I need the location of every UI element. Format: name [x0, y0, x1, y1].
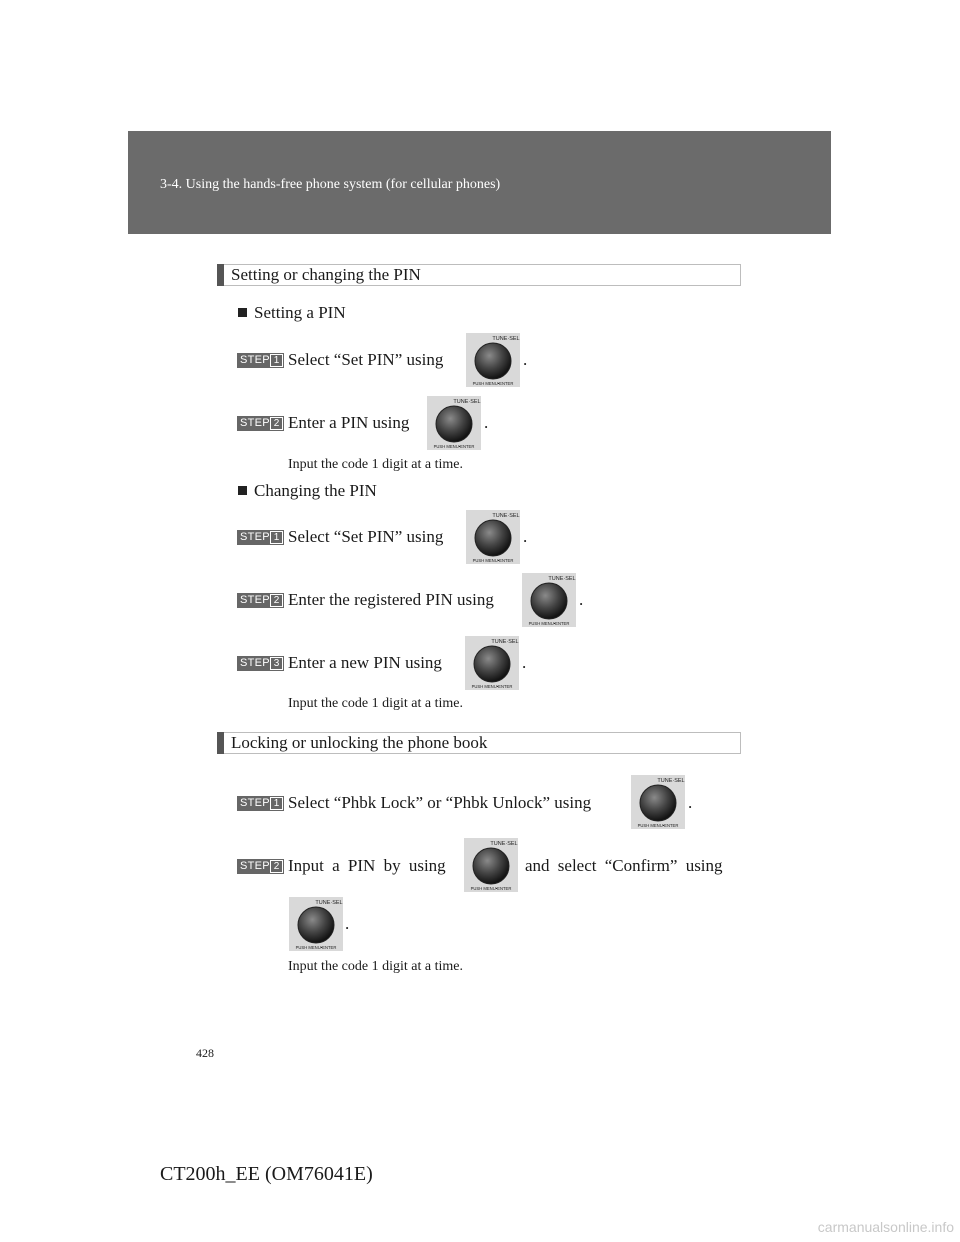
step-badge: STEP 1 [237, 530, 284, 545]
step-row: STEP 2 Input a PIN by using TUNE·SEL PUSH MENU•ENTER and select “Confirm” using [237, 838, 742, 894]
bullet-square-icon [238, 308, 247, 317]
subsection-setting-pin [238, 303, 346, 323]
svg-text:TUNE·SEL: TUNE·SEL [453, 399, 481, 405]
bullet-square-icon [238, 486, 247, 495]
step-row: STEP 2 Enter a PIN using TUNE·SEL PUSH MENU•ENTER . [237, 396, 537, 452]
step-text: Enter the registered PIN using [288, 590, 494, 609]
step-row-continued: TUNE·SEL PUSH MENU•ENTER . [237, 897, 357, 953]
step-badge: STEP 2 [237, 593, 284, 608]
svg-text:TUNE·SEL: TUNE·SEL [548, 576, 576, 582]
step-text: Enter a PIN using [288, 413, 410, 432]
step-row: STEP 1 Select “Set PIN” using TUNE·SEL PUSH MENU•ENTER . [237, 333, 537, 389]
svg-text:TUNE·SEL: TUNE·SEL [492, 336, 520, 342]
step-badge: STEP 3 [237, 656, 284, 671]
step-row: STEP 3 Enter a new PIN using TUNE·SEL PUSH MENU•ENTER . [237, 636, 537, 692]
note-text: Input the code 1 digit at a time. [288, 696, 463, 711]
svg-text:PUSH MENU•ENTER: PUSH MENU•ENTER [295, 945, 337, 950]
note-text: Input the code 1 digit at a time. [288, 959, 463, 974]
chapter-header [128, 131, 831, 234]
step-text: Input a PIN by using [288, 856, 446, 875]
svg-text:PUSH MENU•ENTER: PUSH MENU•ENTER [433, 444, 475, 449]
step-row: STEP 1 Select “Set PIN” using TUNE·SEL PUSH MENU•ENTER . [237, 510, 537, 566]
step-badge: STEP 2 [237, 859, 284, 874]
section-heading-pin [217, 264, 741, 286]
tune-sel-knob-icon [464, 838, 518, 892]
svg-text:TUNE·SEL: TUNE·SEL [490, 841, 518, 847]
note-text: Input the code 1 digit at a time. [288, 457, 463, 472]
section-title: Setting or changing the PIN [231, 265, 421, 284]
subsection-title: Changing the PIN [254, 481, 377, 500]
step-text: Select “Phbk Lock” or “Phbk Unlock” using [288, 793, 592, 812]
step-text: Select “Set PIN” using [288, 527, 444, 546]
step-row: STEP 2 Enter the registered PIN using TUNE·SEL PUSH MENU•ENTER . [237, 573, 597, 629]
section-marker [217, 264, 224, 286]
svg-text:PUSH MENU•ENTER: PUSH MENU•ENTER [472, 558, 514, 563]
svg-text:TUNE·SEL: TUNE·SEL [492, 513, 520, 519]
step-text: Enter a new PIN using [288, 653, 442, 672]
subsection-changing-pin [238, 481, 377, 501]
section-heading-phonebook [217, 732, 741, 754]
step-text: Select “Set PIN” using [288, 350, 444, 369]
svg-text:PUSH MENU•ENTER: PUSH MENU•ENTER [528, 621, 570, 626]
tune-sel-knob-icon [466, 333, 520, 387]
subsection-title: Setting a PIN [254, 303, 346, 322]
document-code: CT200h_EE (OM76041E) [160, 1163, 373, 1185]
tune-sel-knob-icon [522, 573, 576, 627]
section-title: Locking or unlocking the phone book [231, 733, 488, 752]
tune-sel-knob-icon [466, 510, 520, 564]
svg-text:TUNE·SEL: TUNE·SEL [315, 900, 343, 906]
svg-text:PUSH MENU•ENTER: PUSH MENU•ENTER [472, 381, 514, 386]
section-marker [217, 732, 224, 754]
step-badge: STEP 2 [237, 416, 284, 431]
step-row: STEP 1 Select “Phbk Lock” or “Phbk Unlock” using TUNE·SEL PUSH MENU•ENTER . [237, 775, 707, 831]
step-badge: STEP 1 [237, 796, 284, 811]
svg-text:PUSH MENU•ENTER: PUSH MENU•ENTER [470, 886, 512, 891]
tune-sel-knob-icon [631, 775, 685, 829]
step-badge: STEP 1 [237, 353, 284, 368]
page-number: 428 [196, 1046, 214, 1060]
watermark: carmanualsonline.info [817, 1219, 954, 1235]
tune-sel-knob-icon [465, 636, 519, 690]
tune-sel-knob-icon [427, 396, 481, 450]
svg-text:TUNE·SEL: TUNE·SEL [491, 639, 519, 645]
svg-text:PUSH MENU•ENTER: PUSH MENU•ENTER [471, 684, 513, 689]
svg-text:TUNE·SEL: TUNE·SEL [657, 778, 685, 784]
svg-text:PUSH MENU•ENTER: PUSH MENU•ENTER [637, 823, 679, 828]
tune-sel-knob-icon [289, 897, 343, 951]
chapter-title: 3-4. Using the hands-free phone system (for cellular phones) [160, 177, 501, 192]
